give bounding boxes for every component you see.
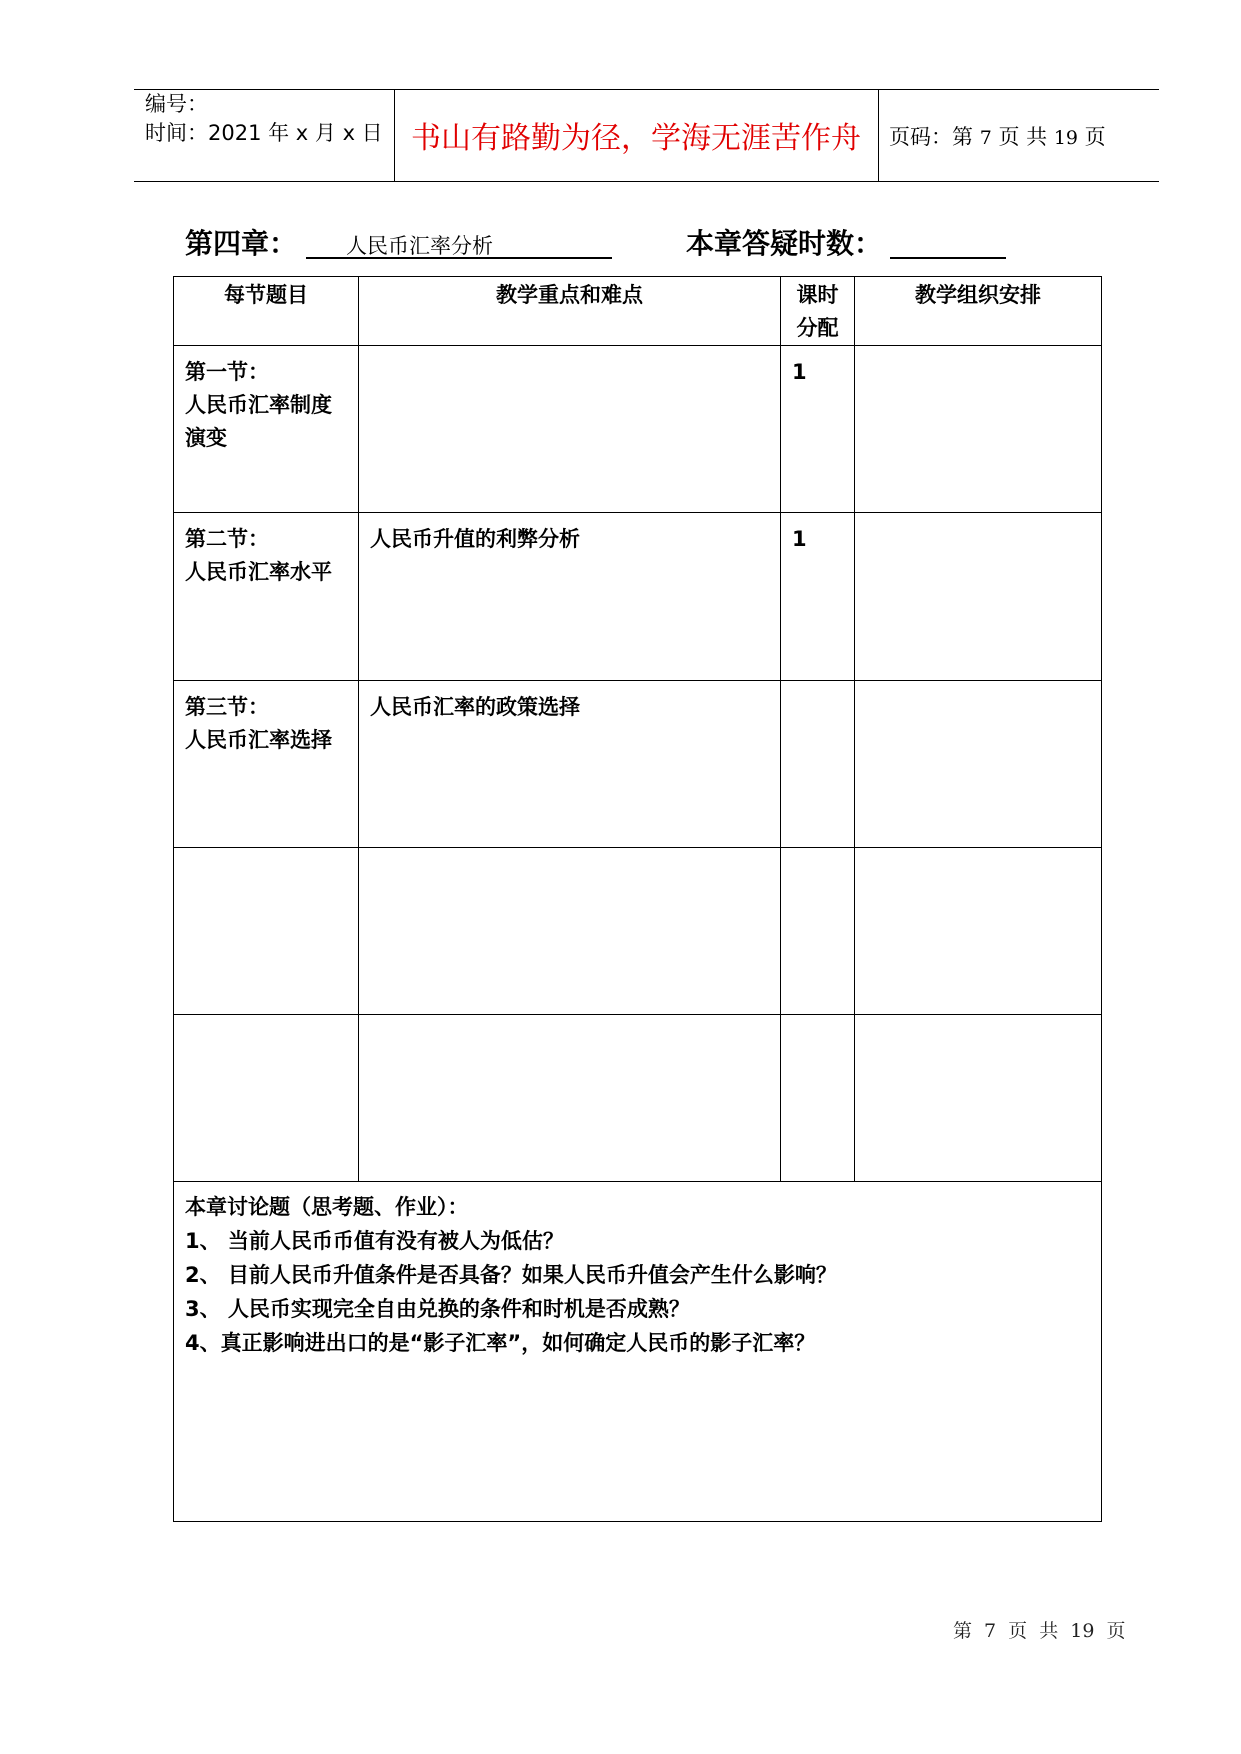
section-cell	[174, 346, 359, 513]
header-divider	[878, 89, 879, 181]
page-number: 7	[979, 127, 992, 149]
hours-cell	[781, 1015, 855, 1182]
discussion-title: 本章讨论题（思考题、作业）：	[185, 1195, 469, 1219]
table-row	[174, 346, 1102, 513]
section-cell	[174, 681, 359, 848]
header-divider	[394, 89, 395, 181]
chapter-title-field	[306, 227, 612, 259]
section-number: 第二节：	[185, 527, 269, 551]
chapter-label: 第四章：	[185, 227, 298, 260]
page-mid: 页 共	[991, 125, 1054, 149]
header-section: 每节题目	[174, 277, 359, 346]
header-page-info	[889, 121, 1106, 151]
arrangement-cell	[855, 681, 1102, 848]
arrangement-cell	[855, 1015, 1102, 1182]
arrangement-cell	[855, 513, 1102, 681]
hours-cell: 1	[781, 513, 855, 681]
focus-cell	[359, 848, 781, 1015]
header-hours-line2: 分配	[796, 316, 839, 340]
syllabus-table	[173, 276, 1102, 1522]
header-arrangement: 教学组织安排	[855, 277, 1102, 346]
discussion-question: 4、真正影响进出口的是“影子汇率”，如何确定人民币的影子汇率？	[185, 1331, 816, 1355]
hours-blank	[890, 227, 1006, 259]
table-header-row	[174, 277, 1102, 346]
header-focus: 教学重点和难点	[359, 277, 781, 346]
hours-cell: 1	[781, 346, 855, 513]
section-number: 第一节：	[185, 360, 269, 384]
hours-cell	[781, 848, 855, 1015]
table-row-empty	[174, 1015, 1102, 1182]
header-hours-line1: 课时	[796, 283, 839, 307]
section-number: 第三节：	[185, 695, 269, 719]
focus-cell: 人民币汇率的政策选择	[359, 681, 781, 848]
chapter-title: 人民币汇率分析	[346, 234, 493, 258]
section-title: 人民币汇率选择	[185, 728, 332, 752]
discussion-row	[174, 1182, 1102, 1522]
header-motto: 书山有路勤为径，学海无涯苦作舟	[411, 121, 861, 156]
section-cell	[174, 1015, 359, 1182]
page-prefix: 页码：第	[889, 125, 980, 149]
table-row-empty	[174, 848, 1102, 1015]
hours-label: 本章答疑时数：	[686, 227, 883, 260]
discussion-question: 3、 人民币实现完全自由兑换的条件和时机是否成熟？	[185, 1297, 690, 1321]
section-title: 人民币汇率制度	[185, 393, 332, 417]
header-meta	[145, 90, 383, 148]
focus-cell: 人民币升值的利弊分析	[359, 513, 781, 681]
focus-cell	[359, 1015, 781, 1182]
section-cell	[174, 513, 359, 681]
arrangement-cell	[855, 346, 1102, 513]
section-cell	[174, 848, 359, 1015]
page-total: 19	[1053, 127, 1078, 149]
doc-number-label: 编号：	[145, 92, 208, 116]
table-row	[174, 681, 1102, 848]
arrangement-cell	[855, 848, 1102, 1015]
section-title: 人民币汇率水平	[185, 560, 332, 584]
hours-cell	[781, 681, 855, 848]
section-title-cont: 演变	[185, 426, 227, 450]
header-bottom-rule	[134, 181, 1159, 182]
discussion-cell	[174, 1182, 1102, 1522]
discussion-question: 2、 目前人民币升值条件是否具备？如果人民币升值会产生什么影响？	[185, 1263, 837, 1287]
page-footer: 第 7 页 共 19 页	[953, 1620, 1126, 1642]
discussion-question: 1、 当前人民币币值有没有被人为低估？	[185, 1229, 564, 1253]
focus-cell	[359, 346, 781, 513]
doc-date: 时间：2021 年 x 月 x 日	[145, 121, 383, 145]
header-hours	[781, 277, 855, 346]
page-suffix: 页	[1078, 125, 1106, 149]
table-row	[174, 513, 1102, 681]
